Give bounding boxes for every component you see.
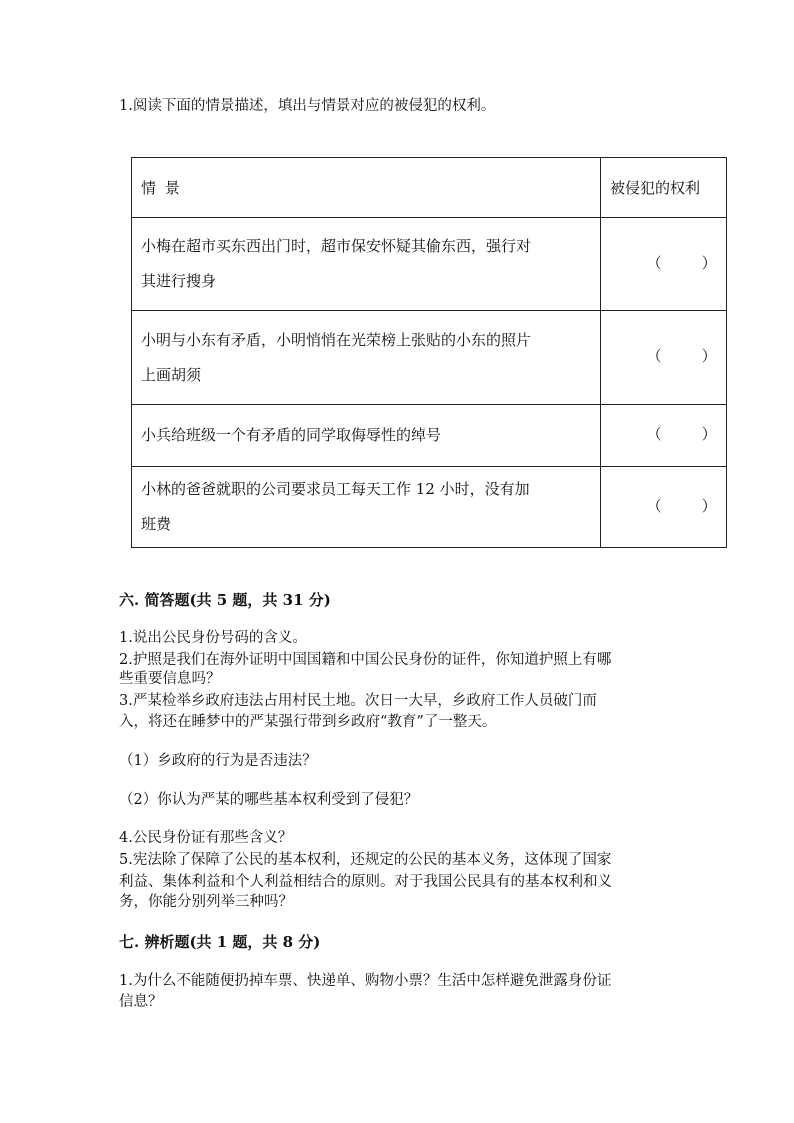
answer-cell[interactable]	[601, 218, 727, 311]
section7-line: 信息？	[119, 994, 163, 1010]
close-paren: ）	[701, 253, 717, 272]
table-row	[132, 218, 727, 311]
scene-text-line: 小明与小东有矛盾，小明悄悄在光荣榜上张贴的小东的照片	[141, 330, 532, 349]
scene-text-line: 班费	[141, 515, 172, 533]
answer-cell[interactable]	[601, 405, 727, 467]
section6-line: 务，你能分别列举三种吗？	[119, 894, 293, 910]
scene-cell	[132, 405, 601, 467]
scene-text-line: 小林的爸爸就职的公司要求员工每天工作 12 小时，没有加	[141, 480, 530, 498]
section6-line: 1.说出公民身份号码的含义。	[119, 630, 307, 646]
table-row	[132, 311, 727, 405]
section6-line: （2）你认为严某的哪些基本权利受到了侵犯？	[119, 792, 419, 808]
section6-line: 5.宪法除了保障了公民的基本权利，还规定的公民的基本义务，这体现了国家	[119, 852, 612, 868]
close-paren: ）	[701, 496, 717, 515]
scene-text-line: 上画胡须	[141, 365, 202, 384]
section6-line: 4.公民身份证有那些含义？	[119, 830, 293, 846]
table-row	[132, 405, 727, 467]
section6-heading: 六. 简答题(共 5 题，共 31 分)	[119, 591, 331, 609]
scene-cell	[132, 218, 601, 311]
open-paren: （	[646, 425, 662, 443]
section6-line: 些重要信息吗？	[119, 671, 221, 687]
answer-cell[interactable]	[601, 467, 727, 548]
scene-text-line: 其进行搜身	[141, 272, 217, 290]
section6-line: 2.护照是我们在海外证明中国国籍和中国公民身份的证件，你知道护照上有哪	[119, 652, 612, 668]
scene-text-line: 小梅在超市买东西出门时，超市保安怀疑其偷东西，强行对	[141, 237, 532, 255]
header-right: 被侵犯的权利	[601, 158, 727, 218]
scene-text-line: 小兵给班级一个有矛盾的同学取侮辱性的绰号	[141, 426, 442, 444]
question-intro: 1.阅读下面的情景描述，填出与情景对应的被侵犯的权利。	[119, 98, 496, 114]
open-paren: （	[646, 347, 662, 365]
section6-line: （1）乡政府的行为是否违法？	[119, 753, 317, 769]
table-header-row	[132, 158, 727, 218]
table-row	[132, 467, 727, 548]
section7-heading: 七. 辨析题(共 1 题，共 8 分)	[119, 933, 321, 951]
section6-line: 利益、集体利益和个人利益相结合的原则。对于我国公民具有的基本权利和义	[119, 874, 612, 890]
section6-line: 入，将还在睡梦中的严某强行带到乡政府“教育”了一整天。	[119, 714, 497, 730]
answer-cell[interactable]	[601, 311, 727, 405]
open-paren: （	[646, 253, 662, 272]
open-paren: （	[646, 496, 662, 515]
scene-cell	[132, 467, 601, 548]
close-paren: ）	[701, 425, 717, 443]
scene-cell	[132, 311, 601, 405]
section7-line: 1.为什么不能随便扔掉车票、快递单、购物小票？生活中怎样避免泄露身份证	[119, 973, 612, 989]
section6-line: 3.严某检举乡政府违法占用村民土地。次日一大早，乡政府工作人员破门而	[119, 693, 597, 709]
close-paren: ）	[701, 347, 717, 365]
rights-table	[131, 157, 727, 548]
header-scene: 情 景	[132, 158, 601, 218]
